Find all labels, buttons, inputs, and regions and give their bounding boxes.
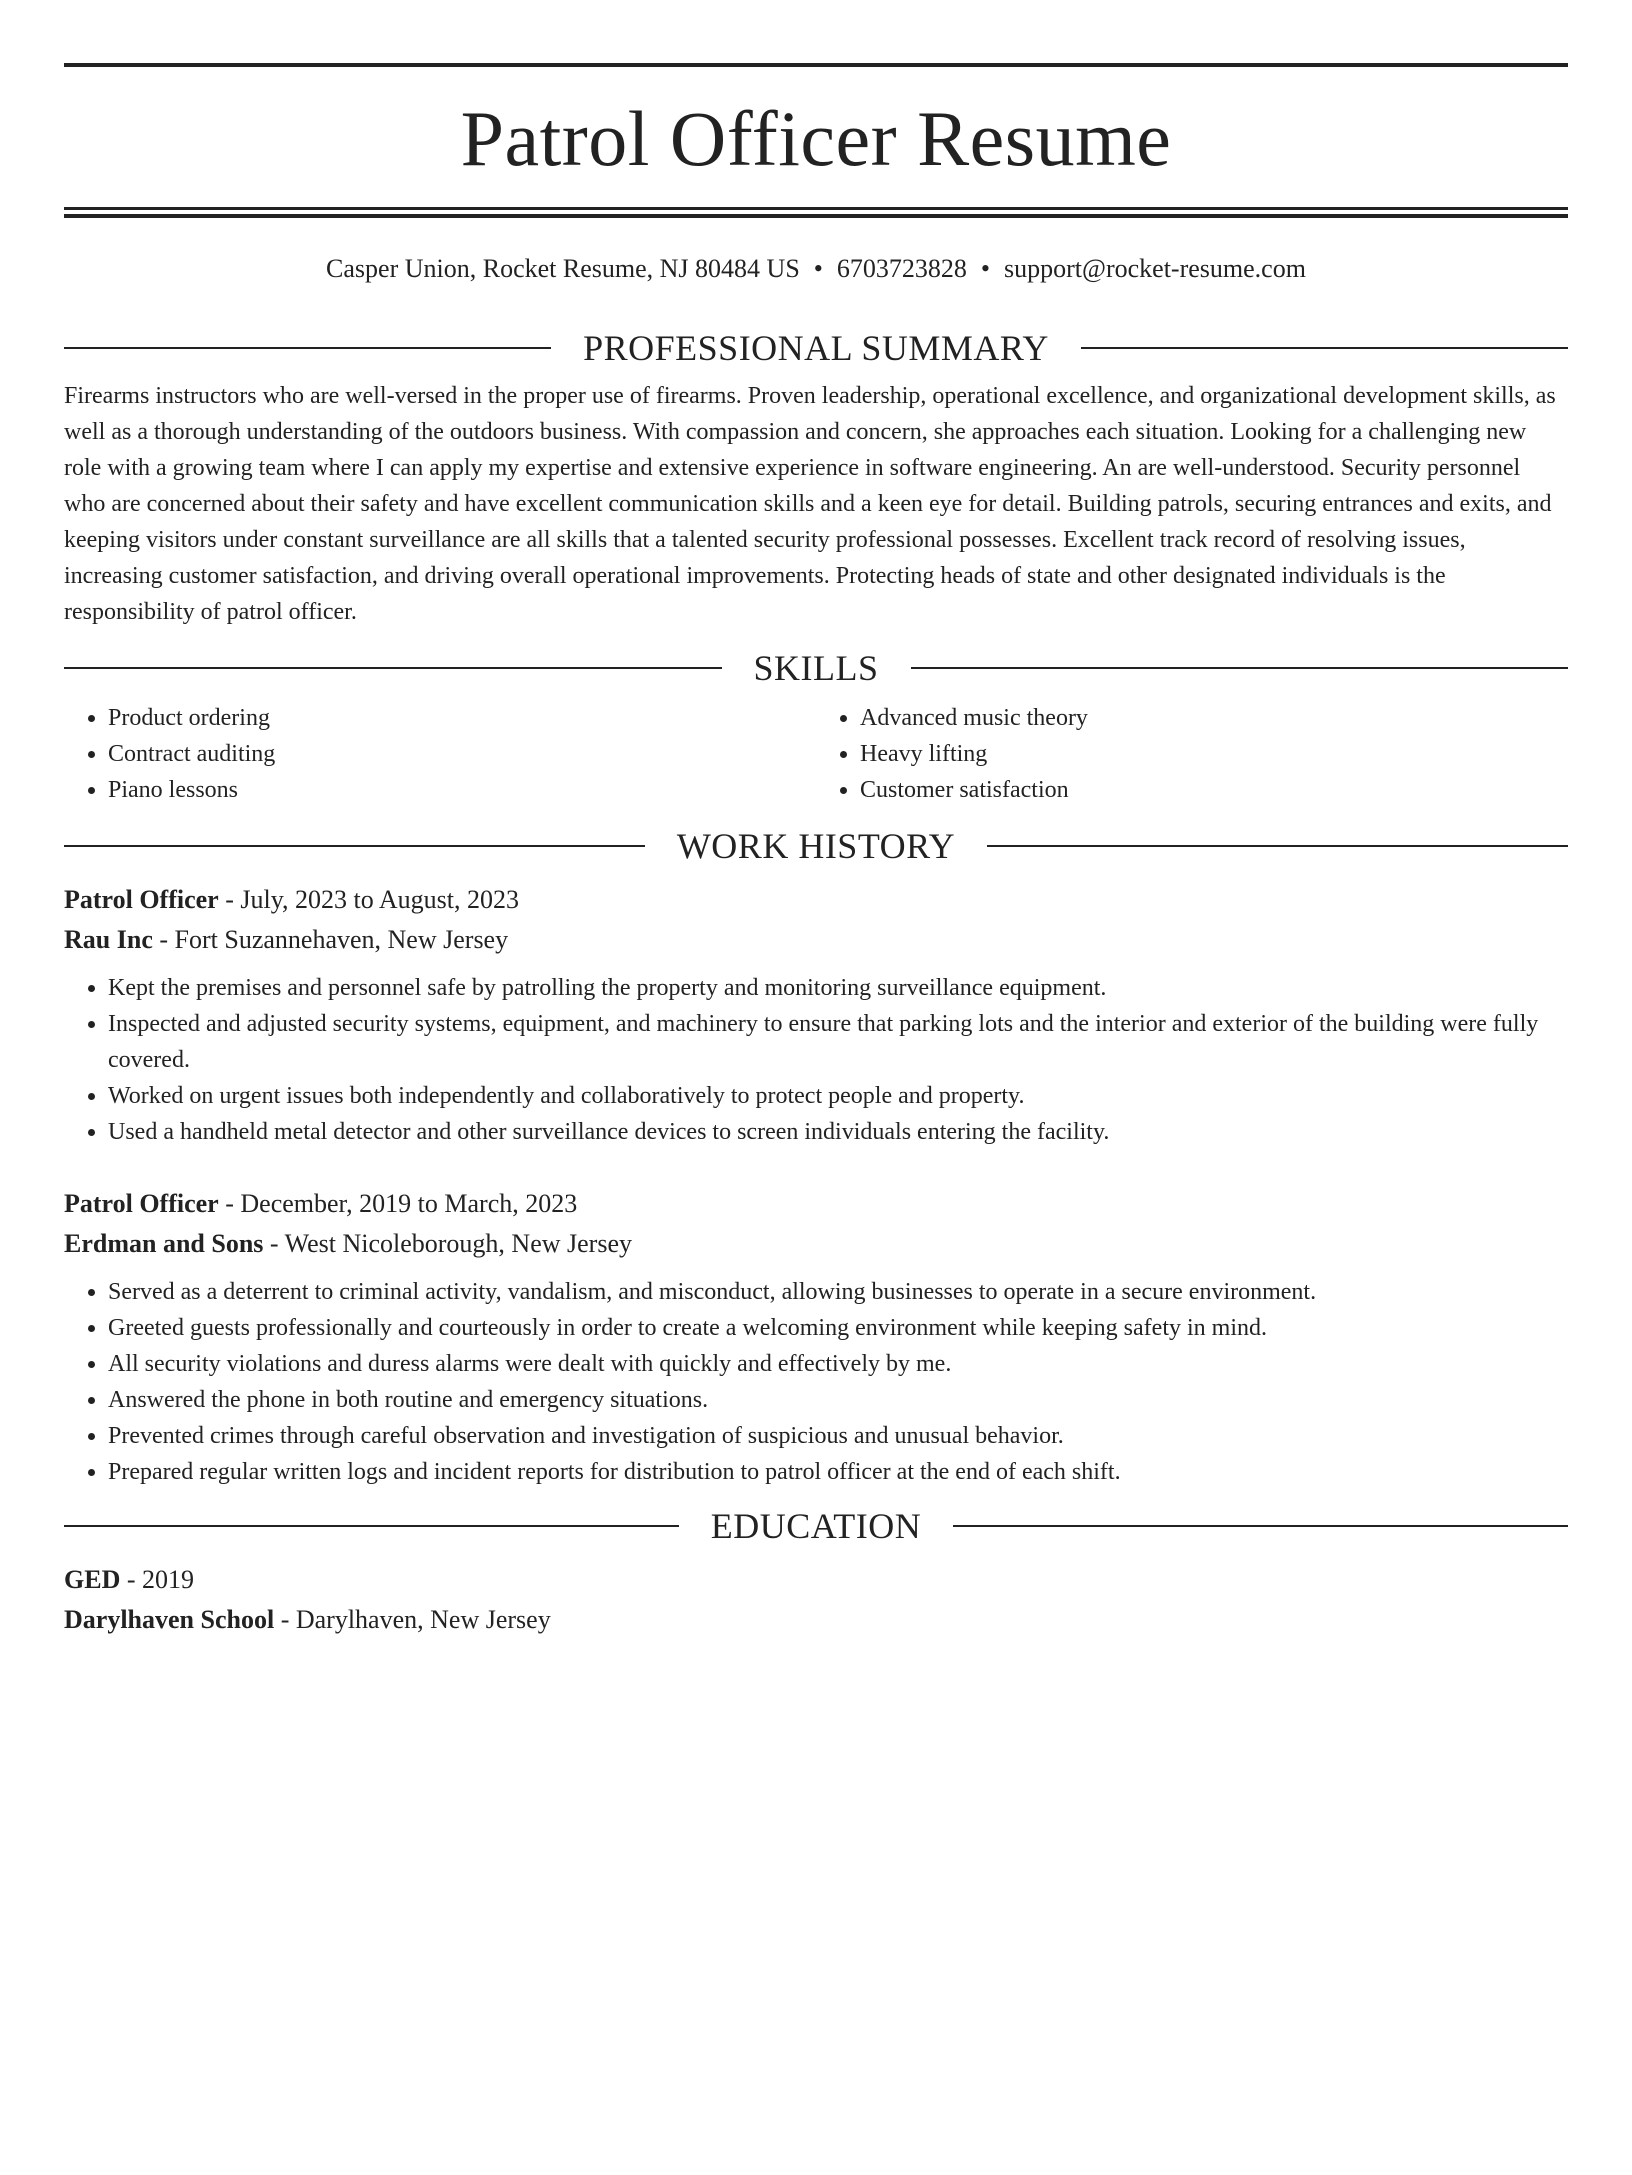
skill-item: • Contract auditing: [108, 736, 816, 772]
education-school: Darylhaven School: [64, 1605, 275, 1634]
job-bullet: • Inspected and adjusted security systems, equipment, and machinery to ensure that parking lots and the interior and exterior of the building were fully covered.: [108, 1006, 1568, 1078]
job-dates: July, 2023 to August, 2023: [240, 885, 519, 914]
resume-page: [0, 63, 1632, 2175]
job-company: Rau Inc: [64, 925, 153, 954]
dash: -: [274, 1605, 296, 1634]
dash: -: [218, 1189, 241, 1218]
job-company-line: [64, 1224, 1568, 1264]
heading-rule: [953, 1525, 1568, 1527]
page-title: Patrol Officer Resume: [460, 95, 1172, 182]
job-bullets: [64, 970, 1568, 1150]
skill-item: • Customer satisfaction: [860, 772, 1568, 808]
dash: -: [218, 885, 241, 914]
section-heading-education: [64, 1506, 1568, 1546]
skill-item: • Advanced music theory: [860, 700, 1568, 736]
heading-rule: [1081, 347, 1568, 349]
job-bullet: • Answered the phone in both routine and emergency situations.: [108, 1382, 1568, 1418]
job-company-line: [64, 920, 1568, 960]
section-label: PROFESSIONAL SUMMARY: [583, 328, 1049, 368]
heading-rule: [911, 667, 1569, 669]
section-heading-skills: [64, 648, 1568, 688]
contact-separator: •: [980, 254, 991, 283]
dash: -: [120, 1565, 143, 1594]
contact-address: Casper Union, Rocket Resume, NJ 80484 US: [326, 254, 800, 283]
section-heading-summary: [64, 328, 1568, 368]
education-degree: GED: [64, 1565, 121, 1594]
job-bullet: • Prevented crimes through careful observation and investigation of suspicious and unusual behavior.: [108, 1418, 1568, 1454]
skill-item: • Product ordering: [108, 700, 816, 736]
contact-line: [64, 256, 1568, 282]
dash: -: [263, 1229, 285, 1258]
heading-rule: [64, 347, 551, 349]
section-label: WORK HISTORY: [676, 826, 956, 866]
contact-email: support@rocket-resume.com: [1004, 254, 1306, 283]
job-title-line: [64, 880, 1568, 920]
heading-rule: [64, 667, 722, 669]
skills-list: [64, 700, 1568, 808]
education-school-line: [64, 1600, 1568, 1640]
job-title: Patrol Officer: [64, 1189, 219, 1218]
heading-rule: [64, 845, 645, 847]
skill-item: • Piano lessons: [108, 772, 816, 808]
job-bullet: • Prepared regular written logs and incident reports for distribution to patrol officer at the end of each shift.: [108, 1454, 1568, 1490]
heading-rule: [987, 845, 1568, 847]
section-heading-work: [64, 826, 1568, 866]
skills-column-left: [64, 700, 816, 808]
job-bullets: [64, 1274, 1568, 1490]
education-degree-line: [64, 1560, 1568, 1600]
skills-column-right: [816, 700, 1568, 808]
section-label: EDUCATION: [710, 1506, 922, 1546]
summary-text: Firearms instructors who are well-versed in the proper use of firearms. Proven leadership, operational excellence, and organizational development skills, as well as a thorough understanding of the outdoors business. With compassion and concern, she approaches each situation. Looking for a challenging new role with a growing team where I can apply my expertise and extensive experience in software engineering. An are well-understood. Security personnel who are concerned about their safety and have excellent communication skills and a keen eye for detail. Building patrols, securing entrances and exits, and keeping visitors under constant surveillance are all skills that a talented security professional possesses. Excellent track record of resolving issues, increasing customer satisfaction, and driving overall operational improvements. Protecting heads of state and other designated individuals is the responsibility of patrol officer.: [64, 383, 1556, 625]
title-double-rule: [64, 207, 1568, 218]
dash: -: [152, 925, 175, 954]
job-company: Erdman and Sons: [64, 1229, 264, 1258]
job-bullet: • Greeted guests professionally and courteously in order to create a welcoming environment while keeping safety in mind.: [108, 1310, 1568, 1346]
education-location: Darylhaven, New Jersey: [295, 1605, 551, 1634]
contact-separator: •: [813, 254, 823, 283]
job-bullet: • Worked on urgent issues both independently and collaboratively to protect people and property.: [108, 1078, 1568, 1114]
education-entry: [64, 1560, 1568, 1640]
job-bullet: • Served as a deterrent to criminal activity, vandalism, and misconduct, allowing businesses to operate in a secure environment.: [108, 1274, 1568, 1310]
job-location: West Nicoleborough, New Jersey: [284, 1229, 632, 1258]
job-dates: December, 2019 to March, 2023: [240, 1189, 578, 1218]
contact-phone: 6703723828: [836, 254, 967, 283]
job-entry: [64, 880, 1568, 1150]
education-year: 2019: [142, 1565, 195, 1594]
job-location: Fort Suzannehaven, New Jersey: [174, 925, 509, 954]
job-bullet: • All security violations and duress alarms were dealt with quickly and effectively by me.: [108, 1346, 1568, 1382]
job-bullet: • Kept the premises and personnel safe by patrolling the property and monitoring surveillance equipment.: [108, 970, 1568, 1006]
job-bullet: • Used a handheld metal detector and other surveillance devices to screen individuals entering the facility.: [108, 1114, 1568, 1150]
job-title-line: [64, 1184, 1568, 1224]
heading-rule: [64, 1525, 679, 1527]
job-title: Patrol Officer: [64, 885, 219, 914]
job-entry: [64, 1184, 1568, 1490]
skill-item: • Heavy lifting: [860, 736, 1568, 772]
section-label: SKILLS: [753, 648, 879, 688]
